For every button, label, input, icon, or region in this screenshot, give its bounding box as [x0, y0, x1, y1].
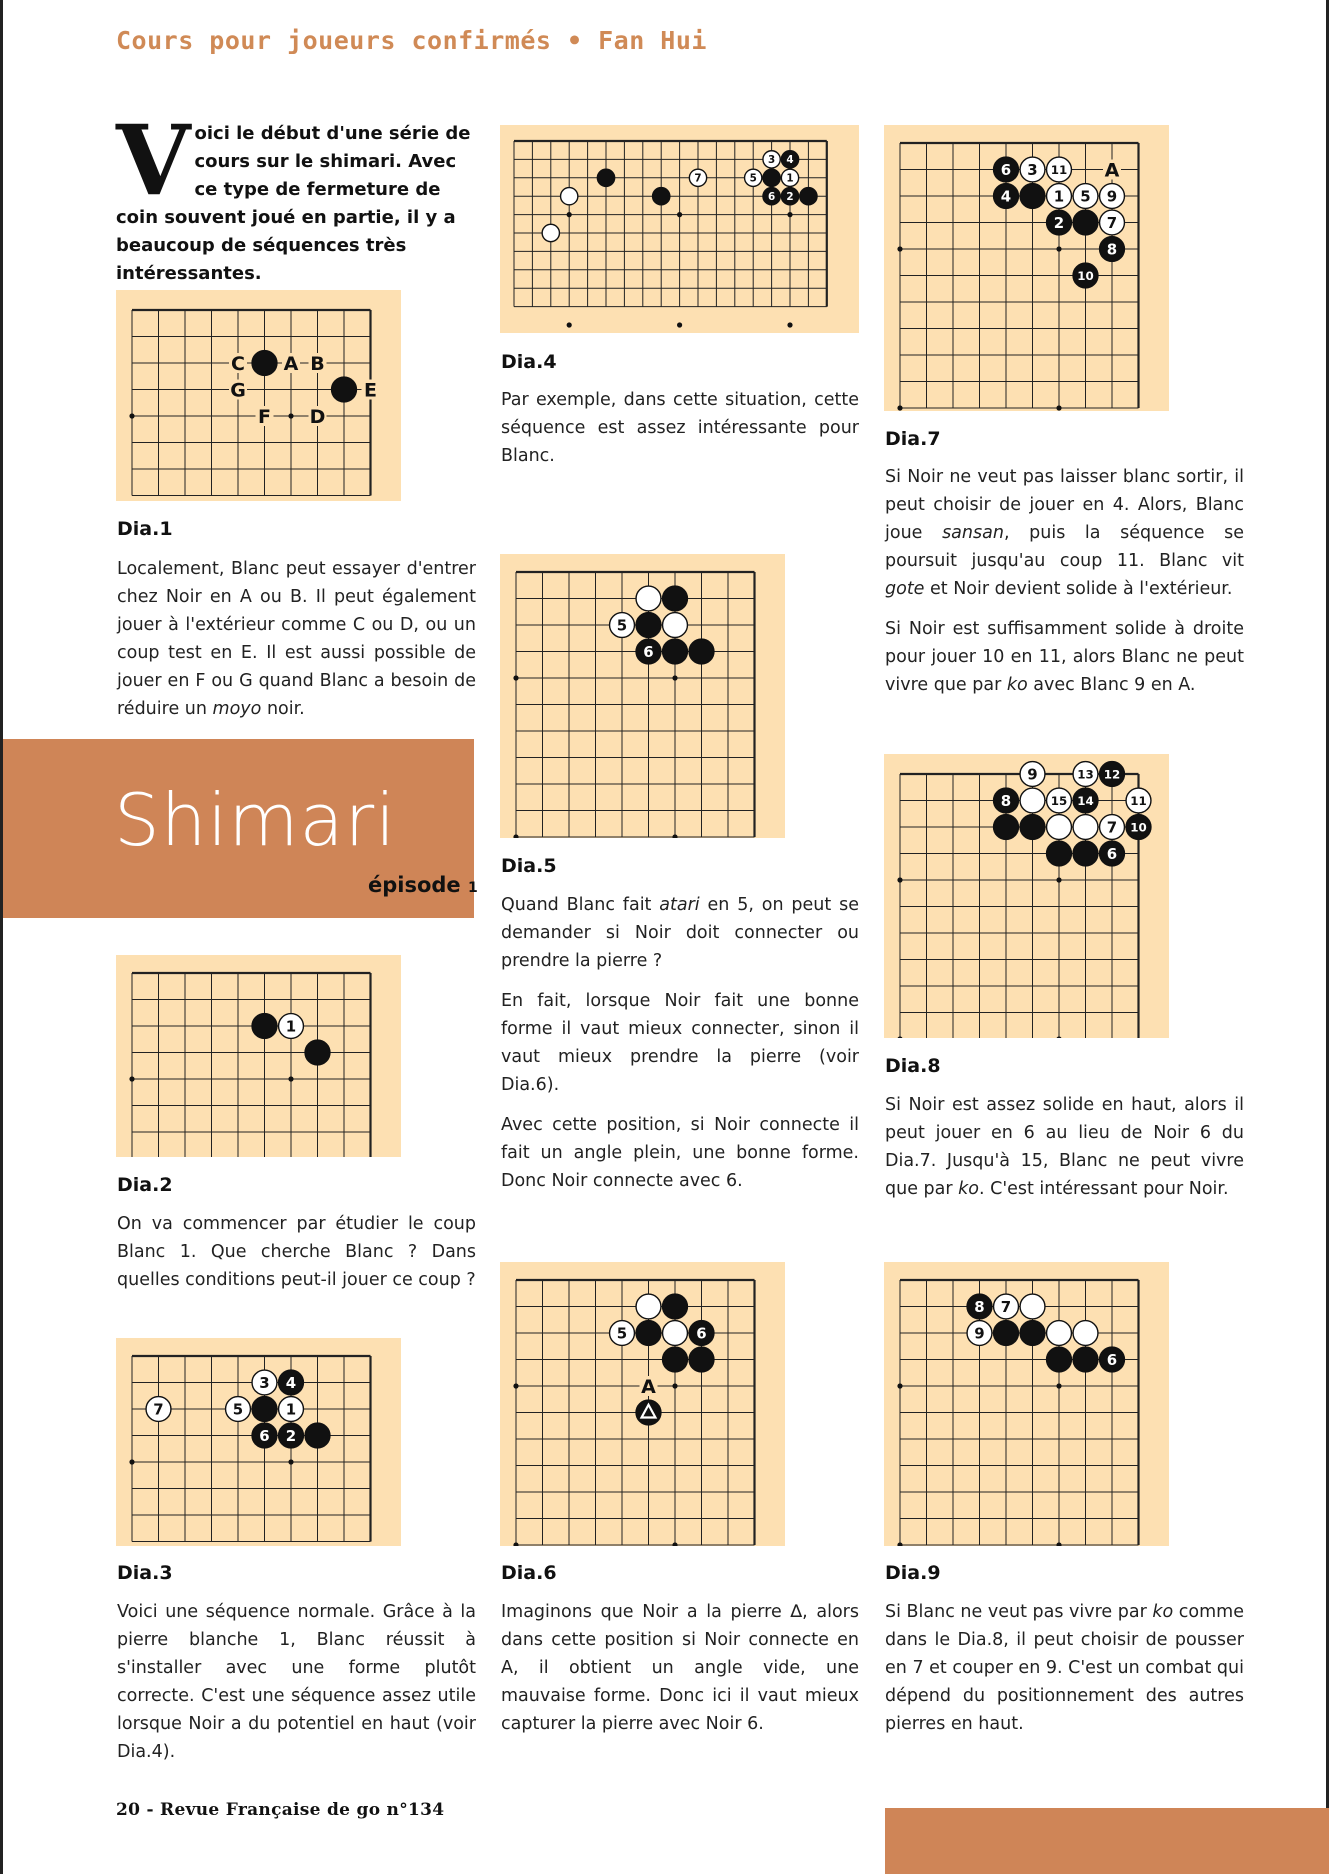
hoshi-point — [288, 1076, 293, 1081]
point-label: F — [258, 406, 271, 428]
dia7-p1-a: Si Noir ne veut pas laisser blanc sortir, il peut choisir de jouer en 4. Alors, Blanc joue — [885, 467, 1244, 543]
white-stone — [636, 1294, 661, 1319]
dia5-text-1 — [501, 891, 859, 975]
hoshi-point — [513, 1383, 518, 1388]
move-number: 6 — [767, 190, 776, 203]
black-stone — [1047, 1347, 1072, 1372]
move-number: 4 — [786, 154, 794, 167]
black-stone — [663, 1347, 688, 1372]
hoshi-point — [897, 877, 902, 882]
page-footer: 20 - Revue Française de go n°134 — [116, 1800, 445, 1820]
move-number: 1 — [786, 172, 794, 185]
white-stone — [1073, 815, 1098, 840]
dia4-text-block — [501, 386, 859, 482]
dia5-text-2: En fait, lorsque Noir fait une bonne forme il vaut mieux connecter, sinon il vaut mieux prendre la pierre (voir Dia.6). — [501, 991, 859, 1095]
dia3-text-block — [117, 1598, 476, 1778]
white-stone — [542, 224, 559, 241]
black-stone — [305, 1423, 330, 1448]
move-number: 6 — [1106, 844, 1118, 863]
footer-accent-bar — [885, 1808, 1329, 1874]
black-stone — [689, 1347, 714, 1372]
dia2-text: On va commencer par étudier le coup Blanc 1. Que cherche Blanc ? Dans quelles conditions peut-il jouer ce coup ? — [117, 1214, 476, 1290]
hoshi-point — [567, 212, 572, 217]
dia2-diagram — [116, 955, 401, 1157]
dia5-text-3: Avec cette position, si Noir connecte il fait un angle plein, une bonne forme. Donc Noir connecte avec 6. — [501, 1115, 859, 1191]
move-number: 6 — [1106, 1350, 1118, 1369]
move-number: 6 — [696, 1324, 707, 1343]
dia5-caption: Dia.5 — [501, 855, 557, 877]
white-stone — [1073, 1321, 1098, 1346]
hoshi-point — [897, 1542, 902, 1546]
move-number: 1 — [285, 1017, 297, 1036]
black-stone — [1020, 1321, 1045, 1346]
black-stone — [1047, 841, 1072, 866]
dia8-caption: Dia.8 — [885, 1055, 941, 1077]
hoshi-point — [897, 1383, 902, 1388]
hoshi-point — [288, 1459, 293, 1464]
dia8-text-a: Si Noir est assez solide en haut, alors il peut jouer en 6 au lieu de Noir 6 du Dia.7. Jusqu'à 15, Blanc ne peut vivre que par — [885, 1095, 1244, 1199]
black-stone — [663, 639, 688, 664]
dia6-text: Imaginons que Noir a la pierre ∆, alors dans cette position si Noir connecte en A, il obtient un angle vide, une mauvaise forme. Donc ici il vaut mieux capturer la pierre avec Noir 6. — [501, 1602, 859, 1734]
dia9-italic: ko — [1152, 1602, 1174, 1622]
hoshi-point — [129, 1459, 134, 1464]
black-stone — [1073, 210, 1098, 235]
intro-paragraph — [116, 104, 476, 288]
move-number: 9 — [1027, 765, 1038, 784]
move-number: 12 — [1103, 767, 1121, 782]
dia7-text-2 — [885, 615, 1244, 699]
hoshi-point — [513, 1542, 518, 1546]
point-label: A — [641, 1376, 656, 1398]
black-stone — [994, 815, 1019, 840]
dia9-caption: Dia.9 — [885, 1562, 941, 1584]
dia5-p1-italic: atari — [659, 895, 700, 915]
dia7-p2-a: Si Noir est suffisamment solide à droite pour jouer 10 en 11, alors Blanc ne peut vivre que par — [885, 619, 1244, 695]
black-stone — [1073, 1347, 1098, 1372]
dia8-text-block — [885, 1091, 1244, 1215]
dia9-text — [885, 1598, 1244, 1738]
move-number: 2 — [285, 1426, 297, 1445]
dia7-p2-italic: ko — [1006, 675, 1028, 695]
page-header: Cours pour joueurs confirmés • Fan Hui — [116, 26, 707, 55]
episode-word: épisode — [368, 873, 461, 897]
hoshi-point — [897, 405, 902, 410]
dia7-diagram — [884, 125, 1169, 411]
point-label: G — [230, 379, 246, 402]
dia6-caption: Dia.6 — [501, 1562, 557, 1584]
black-stone — [636, 1321, 661, 1346]
dia1-text-block — [117, 555, 476, 735]
dia5-text-block — [501, 891, 859, 1207]
move-number: 9 — [974, 1324, 985, 1343]
dia1-italic: moyo — [212, 699, 262, 719]
move-number: 6 — [643, 642, 654, 661]
intro-text: oici le début d'une série de cours sur le shimari. Avec ce type de fermeture de coin souvent joué en partie, il y a beaucoup de séquences très intéressantes. — [116, 123, 471, 284]
move-number: 2 — [1053, 213, 1065, 232]
black-stone — [1073, 841, 1098, 866]
drop-cap: V — [116, 104, 191, 217]
black-stone — [252, 351, 277, 376]
dia7-p2-b: avec Blanc 9 en A. — [1027, 675, 1196, 695]
dia2-caption: Dia.2 — [117, 1174, 173, 1196]
white-stone — [663, 613, 688, 638]
move-number: 8 — [1106, 240, 1118, 259]
dia7-text-block — [885, 463, 1244, 711]
point-label: A — [283, 353, 299, 375]
dia5-p1-b: en 5, on peut se demander si Noir doit connecter ou prendre la pierre ? — [501, 895, 859, 971]
black-stone — [597, 169, 614, 186]
hoshi-point — [513, 675, 518, 680]
black-stone — [994, 1321, 1019, 1346]
dia7-board — [884, 125, 1169, 411]
move-number: 8 — [1000, 791, 1012, 810]
dia1-text-main: Localement, Blanc peut essayer d'entrer chez Noir en A ou B. Il peut également jouer à l'extérieur comme C ou D, ou un coup test en E. Il est aussi possible de jouer en F ou G quand Blanc a besoin de réduire un — [117, 559, 476, 719]
dia6-diagram — [500, 1262, 785, 1546]
dia7-p1-italic-1: sansan — [942, 523, 1004, 543]
black-stone — [763, 169, 780, 186]
dia2-text-block — [117, 1210, 476, 1306]
black-stone — [252, 1014, 277, 1039]
point-label: E — [364, 379, 377, 402]
hoshi-point — [513, 834, 518, 838]
move-number: 2 — [786, 190, 794, 203]
move-number: 11 — [1130, 793, 1147, 808]
hoshi-point — [567, 322, 572, 327]
move-number: 7 — [1106, 213, 1118, 232]
point-label: C — [231, 353, 245, 375]
point-label: B — [310, 353, 325, 375]
dia8-diagram — [884, 754, 1169, 1038]
move-number: 7 — [1106, 818, 1118, 837]
move-number: 3 — [1027, 160, 1038, 179]
dia9-diagram — [884, 1262, 1169, 1546]
dia7-text-1 — [885, 463, 1244, 603]
episode-label — [368, 873, 478, 897]
white-stone — [1020, 1294, 1045, 1319]
move-number: 6 — [259, 1426, 270, 1445]
dia1-text-end: noir. — [261, 699, 305, 719]
hoshi-point — [677, 322, 682, 327]
move-number: 5 — [616, 616, 628, 635]
hoshi-point — [1056, 1036, 1061, 1038]
black-stone — [1020, 184, 1045, 209]
move-number: 13 — [1077, 767, 1094, 782]
move-number: 8 — [974, 1297, 985, 1316]
move-number: 7 — [694, 172, 702, 185]
point-label: A — [1104, 159, 1120, 182]
dia1-caption: Dia.1 — [117, 518, 173, 540]
hoshi-point — [129, 1076, 134, 1081]
hoshi-point — [787, 212, 792, 217]
move-number: 7 — [153, 1400, 164, 1419]
dia8-text-b: . C'est intéressant pour Noir. — [978, 1179, 1229, 1199]
hoshi-point — [897, 246, 902, 251]
move-number: 1 — [1053, 187, 1065, 206]
dia4-board — [500, 125, 859, 333]
dia8-board — [884, 754, 1169, 1038]
white-stone — [1047, 815, 1072, 840]
move-number: 5 — [616, 1324, 628, 1343]
black-stone — [305, 1040, 330, 1065]
black-stone — [636, 613, 661, 638]
dia8-italic: ko — [958, 1179, 979, 1199]
black-stone — [252, 1397, 277, 1422]
move-number: 5 — [232, 1400, 244, 1419]
move-number: 5 — [1080, 187, 1091, 206]
move-number: 4 — [1000, 187, 1012, 206]
hoshi-point — [1056, 1383, 1061, 1388]
move-number: 9 — [1106, 187, 1118, 206]
hoshi-point — [1056, 877, 1061, 882]
dia7-p1-italic-2: gote — [885, 579, 925, 599]
move-number: 14 — [1077, 793, 1094, 808]
episode-number: 1 — [468, 880, 478, 896]
dia5-p1-a: Quand Blanc fait — [501, 895, 660, 915]
black-stone — [663, 586, 688, 611]
black-stone — [653, 188, 670, 205]
hoshi-point — [129, 413, 134, 418]
white-stone — [663, 1321, 688, 1346]
dia9-text-block — [885, 1598, 1244, 1750]
dia7-p1-b: , puis la séquence se poursuit jusqu'au coup 11. Blanc vit — [885, 523, 1244, 571]
dia9-board — [884, 1262, 1169, 1546]
hoshi-point — [672, 1542, 677, 1546]
dia2-board — [116, 955, 401, 1157]
dia1-board — [116, 290, 401, 501]
black-stone — [332, 377, 357, 402]
dia8-text — [885, 1091, 1244, 1203]
move-number: 10 — [1130, 820, 1147, 835]
hoshi-point — [672, 675, 677, 680]
black-stone — [663, 1294, 688, 1319]
dia3-caption: Dia.3 — [117, 1562, 173, 1584]
black-stone — [689, 639, 714, 664]
move-number: 3 — [259, 1373, 270, 1392]
move-number: 11 — [1050, 162, 1068, 177]
dia4-diagram — [500, 125, 859, 333]
white-stone — [636, 586, 661, 611]
move-number: 5 — [749, 172, 757, 185]
hoshi-point — [1056, 1542, 1061, 1546]
dia7-caption: Dia.7 — [885, 428, 941, 450]
white-stone — [1047, 1321, 1072, 1346]
dia6-board — [500, 1262, 785, 1546]
hoshi-point — [672, 834, 677, 838]
point-label: D — [309, 406, 326, 428]
dia1-diagram — [116, 290, 401, 501]
dia4-text: Par exemple, dans cette situation, cette séquence est assez intéressante pour Blanc. — [501, 390, 859, 466]
hoshi-point — [897, 1036, 902, 1038]
dia9-text-a: Si Blanc ne veut pas vivre par — [885, 1602, 1153, 1622]
white-stone — [1020, 788, 1045, 813]
move-number: 7 — [1000, 1297, 1012, 1316]
hoshi-point — [787, 322, 792, 327]
black-stone — [1020, 815, 1045, 840]
hoshi-point — [677, 212, 682, 217]
move-number: 10 — [1077, 268, 1094, 283]
dia1-text — [117, 555, 476, 723]
move-number: 1 — [285, 1400, 297, 1419]
dia3-diagram — [116, 1338, 401, 1546]
move-number: 3 — [767, 154, 776, 167]
dia3-text: Voici une séquence normale. Grâce à la pierre blanche 1, Blanc réussit à s'installer avec une forme plutôt correcte. C'est une séquence assez utile lorsque Noir a du potentiel en haut (voir Dia.4). — [117, 1602, 476, 1762]
hoshi-point — [1056, 405, 1061, 410]
move-number: 4 — [285, 1373, 297, 1392]
dia7-p1-c: et Noir devient solide à l'extérieur. — [924, 579, 1233, 599]
black-stone — [800, 188, 817, 205]
dia9-text-b: comme dans le Dia.8, il peut choisir de pousser en 7 et couper en 9. C'est un combat qui dépend du positionnement des autres pierres en haut. — [885, 1602, 1244, 1734]
dia5-board — [500, 554, 785, 838]
dia5-diagram — [500, 554, 785, 838]
article-title: Shimari — [114, 778, 397, 862]
dia4-caption: Dia.4 — [501, 351, 557, 373]
hoshi-point — [288, 413, 293, 418]
move-number: 6 — [1000, 160, 1012, 179]
hoshi-point — [1056, 246, 1061, 251]
white-stone — [561, 188, 578, 205]
dia6-text-block — [501, 1598, 859, 1750]
dia3-board — [116, 1338, 401, 1546]
hoshi-point — [672, 1383, 677, 1388]
move-number: 15 — [1050, 793, 1068, 808]
